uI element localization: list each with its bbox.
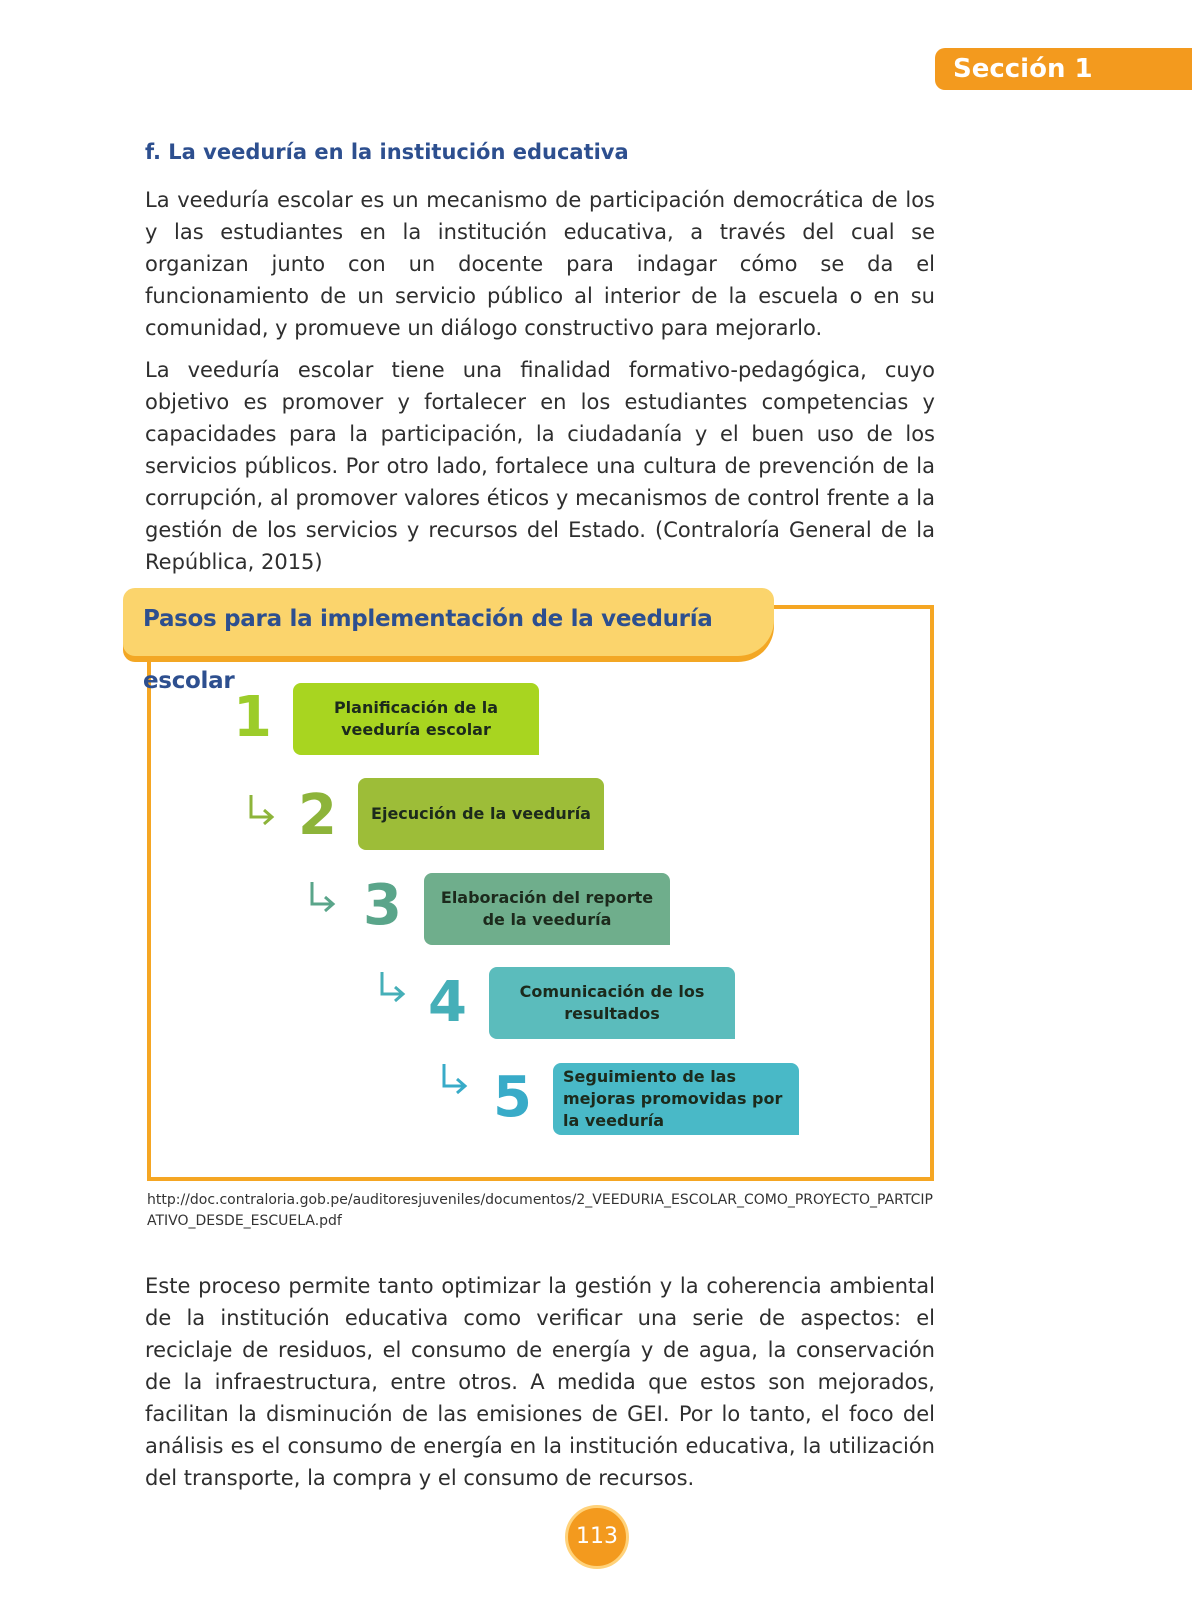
step-box-2: Ejecución de la veeduría	[358, 778, 604, 850]
section-tab: Sección 1	[935, 48, 1192, 90]
return-arrow-icon	[307, 880, 337, 914]
figure-source-link[interactable]: http://doc.contraloria.gob.pe/auditoresjuveniles/documentos/2_VEEDURIA_ESCOLAR_COMO_PROYECTO_PARTCIPATIVO_DESDE_ESCUELA.pdf	[147, 1192, 933, 1229]
step-box-4: Comunicación de los resultados	[489, 967, 735, 1039]
return-arrow-icon	[439, 1062, 469, 1096]
step-number-5: 5	[493, 1065, 532, 1130]
step-number-1: 1	[233, 685, 272, 750]
paragraph-purpose: La veeduría escolar tiene una finalidad formativo-pedagógica, cuyo objetivo es promover y fortalecer en los estudiantes competencias y capacidades para la participación, la ciudadanía y el buen uso de los servicios públicos. Por otro lado, fortalece una cultura de prevención de la corrupción, al promover valores éticos y mecanismos de control frente a la gestión de los servicios y recursos del Estado. (Contraloría General de la República, 2015)	[145, 358, 935, 574]
page-number: 113	[565, 1505, 629, 1569]
paragraph-process: Este proceso permite tanto optimizar la gestión y la coherencia ambiental de la institución educativa como verificar una serie de aspectos: el reciclaje de residuos, el consumo de energía y de agua, la conservación de la infraestructura, entre otros. A medida que estos son mejorados, facilitan la disminución de las emisiones de GEI. Por lo tanto, el foco del análisis es el consumo de energía en la institución educativa, la utilización del transporte, la compra y el consumo de recursos.	[145, 1274, 935, 1490]
step-number-4: 4	[428, 970, 467, 1035]
return-arrow-icon	[377, 970, 407, 1004]
step-box-3: Elaboración del reporte de la veeduría	[424, 873, 670, 945]
steps-figure-title: Pasos para la implementación de la veeduría escolar	[123, 588, 774, 656]
paragraph-definition: La veeduría escolar es un mecanismo de participación democrática de los y las estudiantes en la institución educativa, a través del cual se organizan junto con un docente para indagar cómo se da el funcionamiento de un servicio público al interior de la escuela o en su comunidad, y promueve un diálogo constructivo para mejorarlo.	[145, 188, 935, 340]
step-number-2: 2	[298, 783, 337, 848]
step-number-3: 3	[363, 873, 402, 938]
return-arrow-icon	[246, 793, 276, 827]
step-box-5: Seguimiento de las mejoras promovidas por la veeduría	[553, 1063, 799, 1135]
step-box-1: Planificación de la veeduría escolar	[293, 683, 539, 755]
section-heading: f. La veeduría en la institución educativa	[145, 140, 629, 164]
